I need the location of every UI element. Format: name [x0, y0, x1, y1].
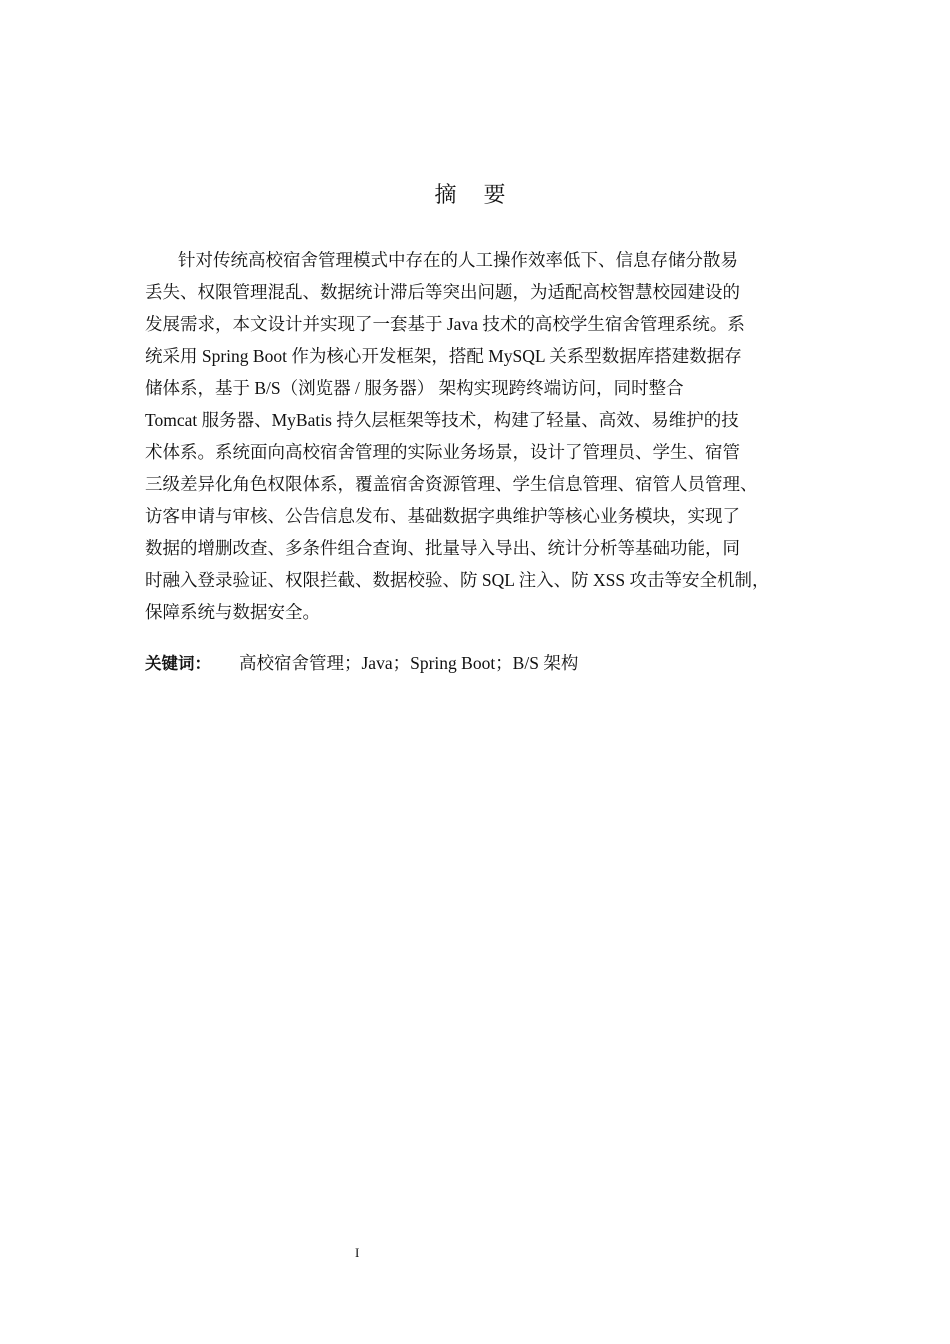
abstract-line: Tomcat 服务器、MyBatis 持久层框架等技术，构建了轻量、高效、易维护的技 [145, 410, 739, 430]
abstract-line: 三级差异化角色权限体系，覆盖宿舍资源管理、学生信息管理、宿管人员管理、 [145, 474, 758, 494]
abstract-line: 数据的增删改查、多条件组合查询、批量导入导出、统计分析等基础功能，同 [145, 538, 740, 558]
abstract-line: 时融入登录验证、权限拦截、数据校验、防 SQL 注入、防 XSS 攻击等安全机制， [145, 570, 770, 590]
abstract-line: 统采用 Spring Boot 作为核心开发框架，搭配 MySQL 关系型数据库搭建数据存 [145, 346, 742, 366]
abstract-line: 针对传统高校宿舍管理模式中存在的人工操作效率低下、信息存储分散易 [178, 250, 738, 270]
keywords-row [145, 648, 578, 679]
abstract-title: 摘 要 [434, 183, 516, 208]
abstract-line: 访客申请与审核、公告信息发布、基础数据字典维护等核心业务模块，实现了 [145, 506, 740, 526]
abstract-line: 术体系。系统面向高校宿舍管理的实际业务场景，设计了管理员、学生、宿管 [145, 442, 740, 462]
keywords-label: 关键词： [145, 654, 211, 673]
abstract-line: 发展需求，本文设计并实现了一套基于 Java 技术的高校学生宿舍管理系统。系 [145, 314, 745, 334]
abstract-line: 储体系，基于 B/S（浏览器 / 服务器） 架构实现跨终端访问，同时整合 [145, 378, 684, 398]
abstract-line: 丢失、权限管理混乱、数据统计滞后等突出问题，为适配高校智慧校园建设的 [145, 282, 740, 302]
abstract-line: 保障系统与数据安全。 [145, 602, 320, 622]
page-number: I [355, 1245, 360, 1260]
abstract-body [145, 244, 815, 628]
keywords-value: 高校宿舍管理；Java；Spring Boot；B/S 架构 [239, 653, 579, 673]
